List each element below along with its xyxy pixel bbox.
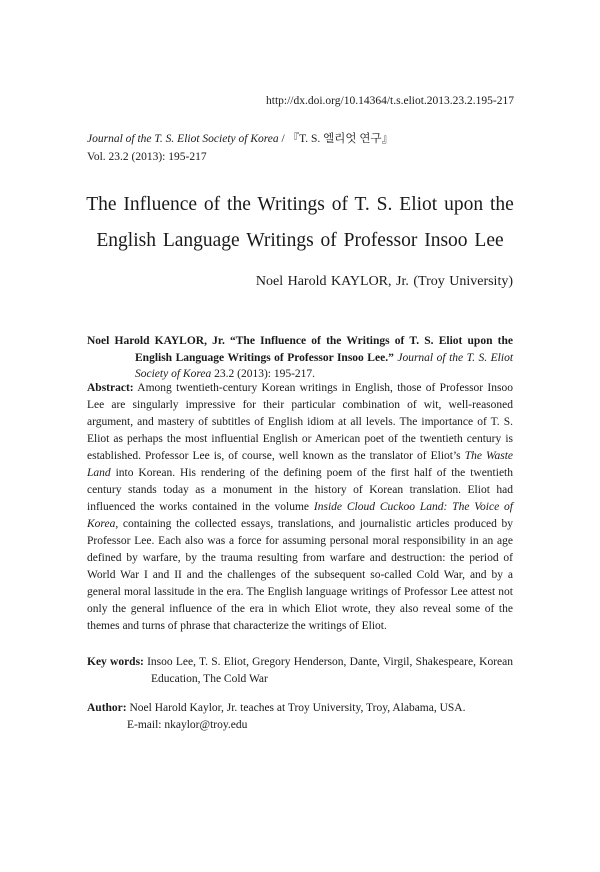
- keywords-label: Key words:: [87, 656, 144, 668]
- doi-link[interactable]: http://dx.doi.org/10.14364/t.s.eliot.2013.23.2.195-217: [266, 95, 514, 107]
- abstract-text-1: Among twentieth-century Korean writings in English, those of Professor Insoo Lee are singularly impressive for their particular combination of wit, well-reasoned argument, and mastery of subtitles of English idiom at all levels. The importance of T. S. Eliot as perhaps the most influential English or American poet of the twentieth century is established. Professor Lee is, of course, well known as the translator of Eliot’s: [87, 382, 513, 462]
- paper-title: [60, 187, 540, 259]
- abstract-text-2: into Korean. His rendering of the defining poem of the first half of the twentieth century stands today as a monument in the history of Korean translation. Eliot had influenced the works contained in the volume: [87, 467, 514, 513]
- journal-separator: /: [278, 133, 288, 145]
- citation-rest: 23.2 (2013): 195-217.: [214, 368, 316, 380]
- abstract: [87, 380, 513, 635]
- author-note: [87, 700, 513, 734]
- abstract-italic-2: Inside Cloud Cuckoo Land: The Voice of Korea: [87, 501, 513, 530]
- keywords: [87, 654, 513, 688]
- abstract-italic-1: The Waste Land: [87, 450, 514, 479]
- citation-journal: Journal of the T. S. Eliot Society of Korea: [135, 351, 514, 380]
- journal-volume: Vol. 23.2 (2013): 195-217: [87, 151, 207, 163]
- author-line: [87, 700, 513, 717]
- keywords-text: Insoo Lee, T. S. Eliot, Gregory Henderson, Dante, Virgil, Shakespeare, Korean Education, The Cold War: [147, 656, 513, 685]
- abstract-label: Abstract:: [87, 382, 134, 394]
- title-line-1: The Influence of the Writings of T. S. Eliot upon the: [86, 194, 514, 215]
- author-byline: Noel Harold KAYLOR, Jr. (Troy University): [255, 274, 513, 289]
- author-email[interactable]: E-mail: nkaylor@troy.edu: [127, 719, 248, 731]
- citation: [87, 333, 513, 383]
- journal-info: [87, 130, 393, 166]
- journal-korean-name: 『T. S. 엘리엇 연구』: [287, 133, 394, 145]
- journal-name: Journal of the T. S. Eliot Society of Korea: [87, 133, 279, 145]
- abstract-text-3: , containing the collected essays, translations, and journalistic articles produced by Professor Lee. Each also was a force for assuming personal moral responsibility in an age defined by warfare, by the trauma resulting from warfare and destruction: the period of World War I and II and the challenges of the subsequent so-called Cold War, and by a general moral lassitude in the era. The English language writings of Professor Lee attest not only the general influence of the era in which Eliot wrote, they also reveal some of the themes and turns of phrase that characterize the writings of Eliot.: [87, 518, 513, 632]
- author-label: Author:: [87, 702, 127, 714]
- title-line-2: English Language Writings of Professor Insoo Lee: [96, 230, 504, 251]
- journal-name-line: [87, 130, 393, 148]
- citation-authors-title: Noel Harold KAYLOR, Jr. “The Influence of the Writings of T. S. Eliot upon the English Language Writings of Professor Insoo Lee.”: [87, 335, 513, 364]
- author-text: Noel Harold Kaylor, Jr. teaches at Troy University, Troy, Alabama, USA.: [129, 702, 466, 714]
